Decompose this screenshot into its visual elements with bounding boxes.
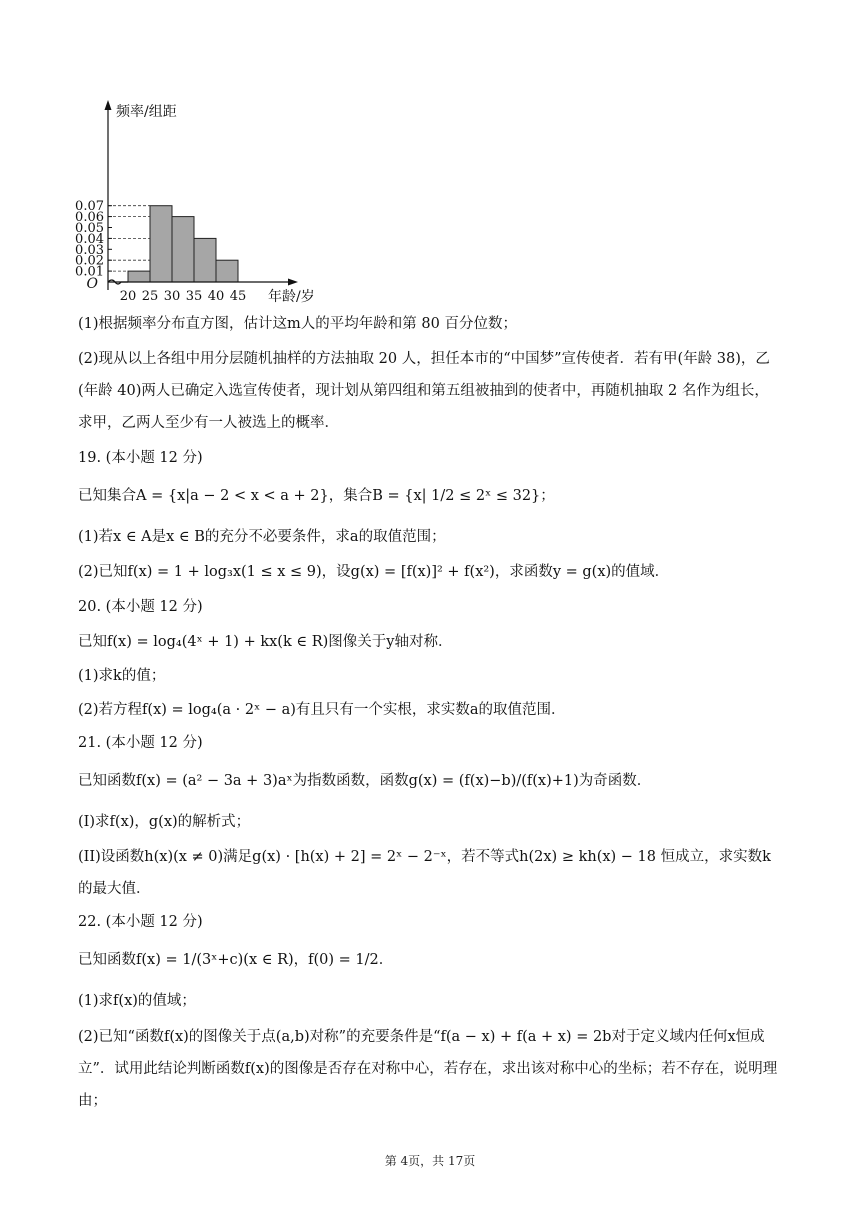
y-tick-label: 0.06 <box>75 210 104 226</box>
y-tick-label: 0.05 <box>75 221 104 236</box>
y-tick-label: 0.01 <box>75 264 104 280</box>
origin-label: O <box>86 276 98 292</box>
histogram-bar <box>172 217 194 282</box>
x-tick-label: 35 <box>185 289 203 304</box>
question-21-heading: 21. (本小题 12 分) <box>78 735 203 751</box>
question-18-part-1: (1)根据频率分布直方图，估计这m人的平均年龄和第 80 百分位数； <box>78 316 517 332</box>
question-22-part-1: (1)求f(x)的值域； <box>78 993 196 1009</box>
page-footer: 第 4页，共 17页 <box>384 1154 476 1168</box>
question-19-heading: 19. (本小题 12 分) <box>78 450 203 466</box>
question-19-part-2: (2)已知f(x) = 1 + log₃x(1 ≤ x ≤ 9)，设g(x) = [f(x)]² + f(x²)，求函数y = g(x)的值域． <box>78 564 670 580</box>
x-tick-label: 25 <box>141 289 159 304</box>
x-tick-label: 30 <box>163 289 181 304</box>
y-tick-label: 0.07 <box>75 199 104 215</box>
question-20-part-1: (1)求k的值； <box>78 668 166 684</box>
question-21-stem: 已知函数f(x) = (a² − 3a + 3)aˣ为指数函数，函数g(x) = (f(x)−b)/(f(x)+1)为奇函数． <box>78 773 652 789</box>
question-19-part-1: (1)若x ∈ A是x ∈ B的充分不必要条件，求a的取值范围； <box>78 529 446 545</box>
y-axis-title: 频率/组距 <box>116 104 177 120</box>
question-18-part-2: (2)现从以上各组中用分层随机抽样的方法抽取 20 人，担任本市的“中国梦”宣传使者．若有甲(年龄 38)，乙(年龄 40)两人已确定入选宣传使者，现计划从第四组和第五组被抽到的使者中，再随机抽取 2 名作为组长，求甲，乙两人至少有一人被选上的概率． <box>78 351 770 431</box>
y-axis-arrow <box>105 100 112 110</box>
y-tick-label: 0.04 <box>75 231 104 247</box>
y-tick-label: 0.02 <box>75 253 104 269</box>
histogram-bar <box>194 238 216 282</box>
histogram-bar <box>128 271 150 282</box>
histogram-bar <box>150 206 172 282</box>
question-19-stem: 已知集合A = {x|a − 2 < x < a + 2}，集合B = {x| 1/2 ≤ 2ˣ ≤ 32}； <box>78 488 555 504</box>
question-21-part-2: (II)设函数h(x)(x ≠ 0)满足g(x) · [h(x) + 2] = 2ˣ − 2⁻ˣ，若不等式h(2x) ≥ kh(x) − 18 恒成立，求实数k的最大值． <box>78 849 771 897</box>
question-20-stem: 已知f(x) = log₄(4ˣ + 1) + kx(k ∈ R)图像关于y轴对称． <box>78 634 453 650</box>
question-21-part-1: (I)求f(x)，g(x)的解析式； <box>78 814 251 830</box>
x-axis-arrow <box>288 279 298 286</box>
y-tick-label: 0.03 <box>75 242 104 258</box>
frequency-histogram <box>70 96 340 308</box>
x-tick-label: 45 <box>229 289 247 304</box>
question-22-stem: 已知函数f(x) = 1/(3ˣ+c)(x ∈ R)，f(0) = 1/2． <box>78 952 394 968</box>
x-tick-label: 40 <box>207 289 225 304</box>
question-20-part-2: (2)若方程f(x) = log₄(a · 2ˣ − a)有且只有一个实根，求实数a的取值范围． <box>78 702 566 718</box>
x-axis-title: 年龄/岁 <box>268 289 315 305</box>
x-tick-label: 20 <box>119 289 137 304</box>
histogram-bar <box>216 260 238 282</box>
question-22-heading: 22. (本小题 12 分) <box>78 914 203 930</box>
question-20-heading: 20. (本小题 12 分) <box>78 599 203 615</box>
question-22-part-2: (2)已知“函数f(x)的图像关于点(a,b)对称”的充要条件是“f(a − x) + f(a + x) = 2b对于定义域内任何x恒成立”．试用此结论判断函数f(x)的图像是否存在对称中心，若存在，求出该对称中心的坐标；若不存在，说明理由； <box>78 1029 778 1109</box>
